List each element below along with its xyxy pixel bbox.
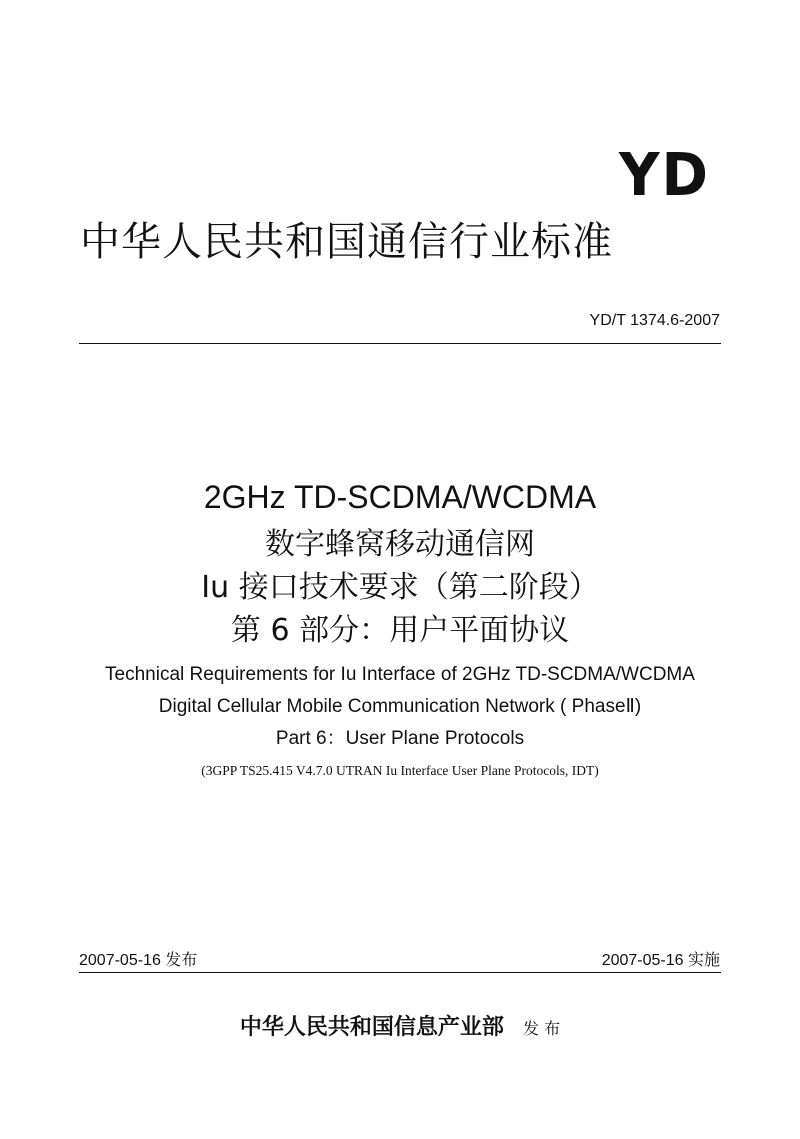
title-line-1: 2GHz TD-SCDMA/WCDMA bbox=[203, 479, 597, 515]
english-title-line-2: Digital Cellular Mobile Communication Network ( PhaseⅡ) bbox=[158, 696, 642, 717]
title-line-2: 数字蜂窝移动通信网 bbox=[265, 527, 535, 562]
issuer-verb: 发 布 bbox=[523, 1019, 561, 1038]
title-line-4: 第 6 部分：用户平面协议 bbox=[230, 613, 570, 648]
implementation-date: 2007-05-16 实施 bbox=[601, 952, 720, 969]
english-title-line-1: Technical Requirements for Iu Interface of 2GHz TD-SCDMA/WCDMA bbox=[105, 664, 695, 685]
bottom-divider bbox=[79, 972, 721, 973]
3gpp-reference-note: (3GPP TS25.415 V4.7.0 UTRAN Iu Interface User Plane Protocols, IDT) bbox=[201, 763, 599, 778]
english-title-line-3: Part 6：User Plane Protocols bbox=[275, 728, 525, 749]
publish-date: 2007-05-16 发布 bbox=[79, 952, 198, 969]
standard-number: YD/T 1374.6-2007 bbox=[589, 312, 720, 329]
issuer-line bbox=[0, 1010, 800, 1041]
yd-logo: YD bbox=[618, 141, 710, 210]
title-line-3: Iu 接口技术要求（第二阶段） bbox=[201, 570, 599, 605]
standard-category-title: 中华人民共和国通信行业标准 bbox=[80, 219, 613, 265]
top-divider bbox=[79, 343, 721, 344]
issuer-name: 中华人民共和国信息产业部 bbox=[239, 1014, 504, 1040]
